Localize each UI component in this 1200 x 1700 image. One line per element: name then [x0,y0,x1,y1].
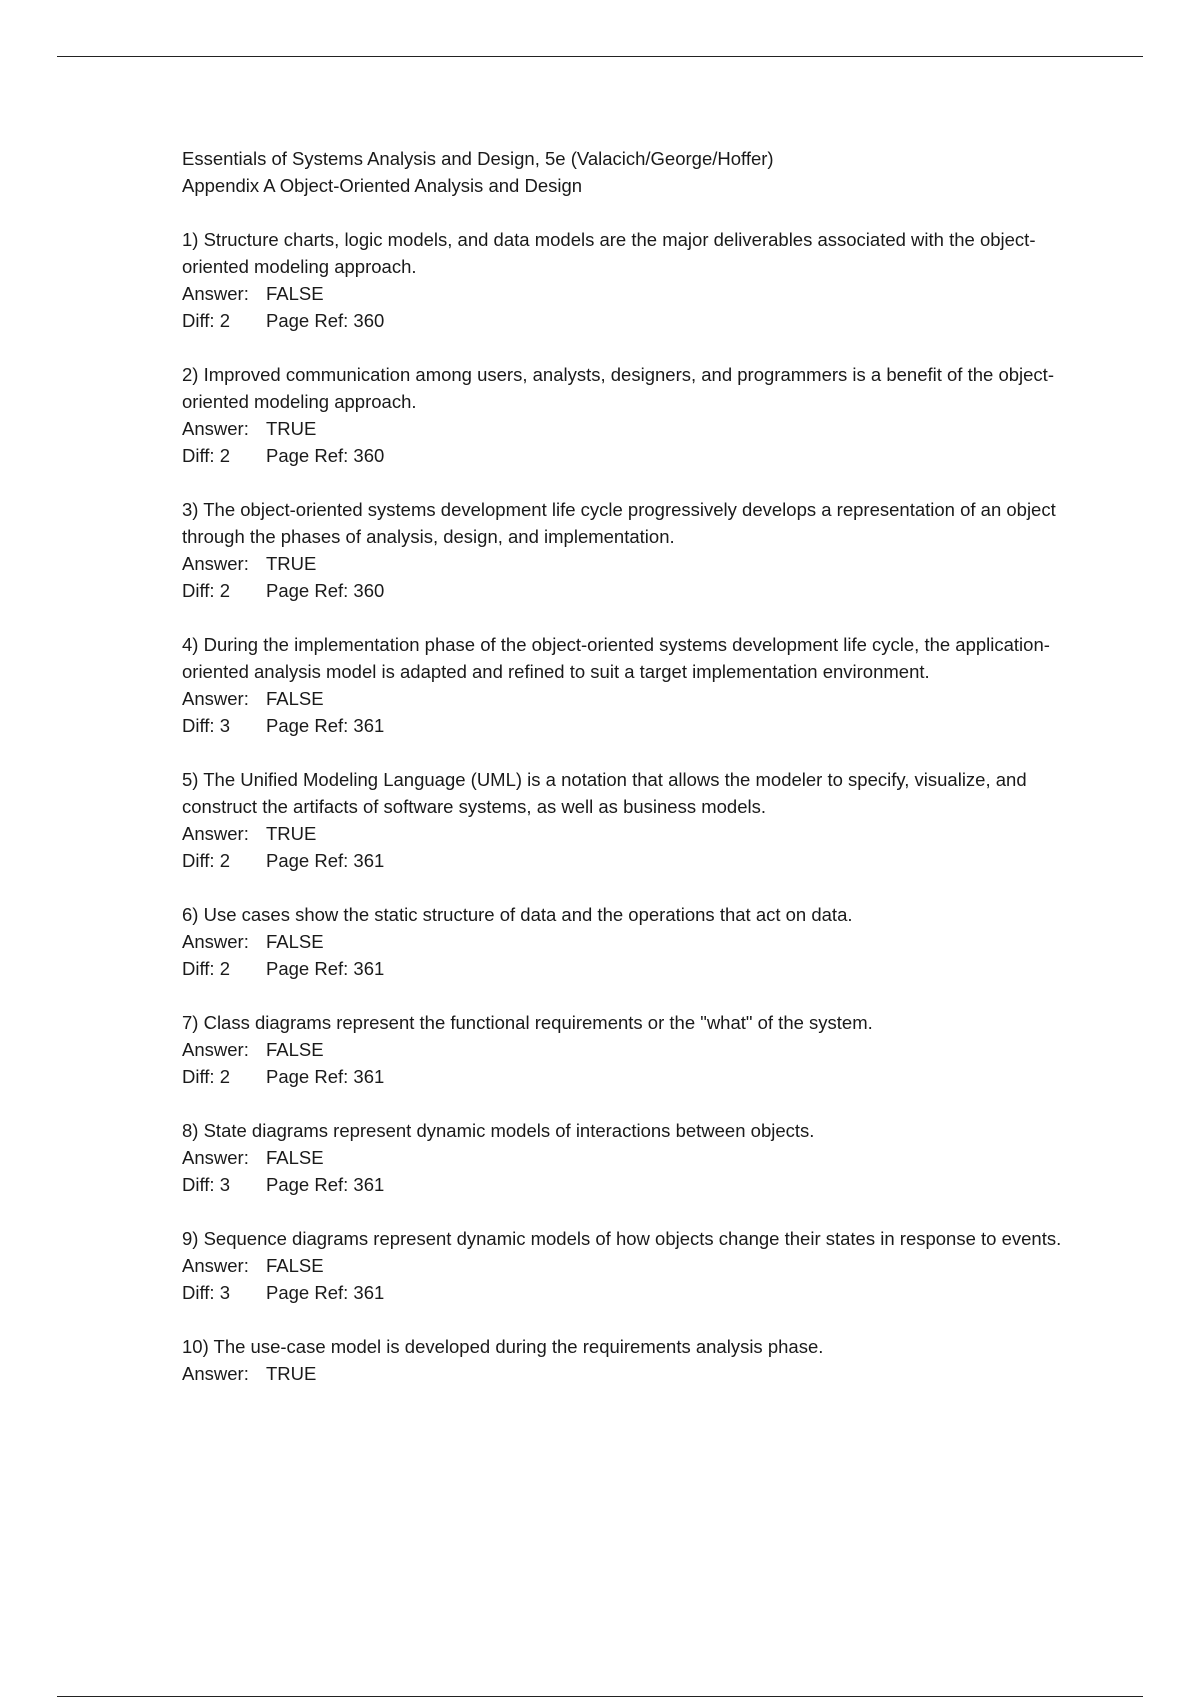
question-3 [182,496,1062,604]
question-text: 2) Improved communication among users, analysts, designers, and programmers is a benefit of the object-oriented modeling approach. [182,364,1054,412]
diff-label: Diff: 2 [182,1066,230,1087]
diff-value: 2 [219,958,230,979]
answer-value: TRUE [266,1363,317,1384]
question-8 [182,1117,1062,1198]
answer-line [182,685,1062,712]
question-1 [182,226,1062,334]
question-text: 4) During the implementation phase of the object-oriented systems development life cycle, the application-oriented analysis model is adapted and refined to suit a target implementation environment. [182,634,1050,682]
diff-value: 2 [219,445,230,466]
answer-value: FALSE [266,931,324,952]
answer-line [182,415,1062,442]
question-text: 6) Use cases show the static structure of data and the operations that act on data. [182,904,853,925]
answer-label: Answer: [182,418,249,439]
answer-line [182,1036,1062,1063]
question-5 [182,766,1062,874]
answer-line [182,280,1062,307]
answer-line [182,550,1062,577]
bottom-rule [57,1696,1143,1697]
page-ref-value: 361 [353,715,385,736]
meta-line [182,712,1062,739]
book-title: Essentials of Systems Analysis and Design, 5e (Valacich/George/Hoffer) [182,148,774,169]
answer-line [182,1360,1062,1387]
page-ref-label: Page Ref: [266,850,349,871]
question-text: 7) Class diagrams represent the functional requirements or the "what" of the system. [182,1012,873,1033]
answer-label: Answer: [182,1147,249,1168]
diff-label: Diff: 3 [182,1282,230,1303]
question-text: 10) The use-case model is developed during the requirements analysis phase. [182,1336,824,1357]
top-rule [57,56,1143,57]
page-ref-label: Page Ref: [266,1174,349,1195]
question-10 [182,1333,1062,1387]
answer-label: Answer: [182,283,249,304]
page-ref-value: 360 [353,445,385,466]
meta-line [182,1279,1062,1306]
question-text: 3) The object-oriented systems development life cycle progressively develops a representation of an object through the phases of analysis, design, and implementation. [182,499,1056,547]
diff-value: 2 [219,1066,230,1087]
diff-value: 3 [219,715,230,736]
document-body [182,145,1062,1387]
answer-value: FALSE [266,1147,324,1168]
diff-label: Diff: 2 [182,445,230,466]
answer-line [182,928,1062,955]
page-ref-value: 361 [353,958,385,979]
page-ref-label: Page Ref: [266,1282,349,1303]
meta-line [182,847,1062,874]
diff-value: 2 [219,850,230,871]
question-text: 9) Sequence diagrams represent dynamic models of how objects change their states in response to events. [182,1228,1062,1249]
question-text: 1) Structure charts, logic models, and data models are the major deliverables associated with the object-oriented modeling approach. [182,229,1036,277]
meta-line [182,307,1062,334]
diff-label: Diff: 2 [182,580,230,601]
page-ref-label: Page Ref: [266,1066,349,1087]
answer-line [182,1144,1062,1171]
question-7 [182,1009,1062,1090]
answer-label: Answer: [182,553,249,574]
answer-line [182,820,1062,847]
answer-value: TRUE [266,553,317,574]
answer-value: FALSE [266,1255,324,1276]
question-text: 5) The Unified Modeling Language (UML) is a notation that allows the modeler to specify, visualize, and construct the artifacts of software systems, as well as business models. [182,769,1027,817]
page-ref-value: 360 [353,310,385,331]
page-ref-label: Page Ref: [266,715,349,736]
page-ref-value: 360 [353,580,385,601]
diff-label: Diff: 2 [182,958,230,979]
diff-label: Diff: 2 [182,850,230,871]
diff-label: Diff: 3 [182,715,230,736]
page-ref-value: 361 [353,1174,385,1195]
diff-value: 3 [219,1174,230,1195]
diff-value: 3 [219,1282,230,1303]
answer-label: Answer: [182,1363,249,1384]
page-ref-value: 361 [353,850,385,871]
question-9 [182,1225,1062,1306]
meta-line [182,1063,1062,1090]
diff-value: 2 [219,580,230,601]
answer-line [182,1252,1062,1279]
answer-label: Answer: [182,688,249,709]
page-ref-label: Page Ref: [266,310,349,331]
diff-label: Diff: 3 [182,1174,230,1195]
question-6 [182,901,1062,982]
answer-value: FALSE [266,688,324,709]
page-ref-value: 361 [353,1282,385,1303]
page-ref-label: Page Ref: [266,580,349,601]
appendix-title: Appendix A Object-Oriented Analysis and Design [182,175,583,196]
page-ref-label: Page Ref: [266,445,349,466]
answer-value: TRUE [266,418,317,439]
question-4 [182,631,1062,739]
meta-line [182,1171,1062,1198]
answer-label: Answer: [182,1255,249,1276]
diff-value: 2 [219,310,230,331]
diff-label: Diff: 2 [182,310,230,331]
question-2 [182,361,1062,469]
meta-line [182,442,1062,469]
page-ref-value: 361 [353,1066,385,1087]
answer-label: Answer: [182,1039,249,1060]
answer-value: TRUE [266,823,317,844]
answer-label: Answer: [182,931,249,952]
meta-line [182,955,1062,982]
answer-value: FALSE [266,1039,324,1060]
question-text: 8) State diagrams represent dynamic models of interactions between objects. [182,1120,815,1141]
page-ref-label: Page Ref: [266,958,349,979]
meta-line [182,577,1062,604]
answer-label: Answer: [182,823,249,844]
answer-value: FALSE [266,283,324,304]
